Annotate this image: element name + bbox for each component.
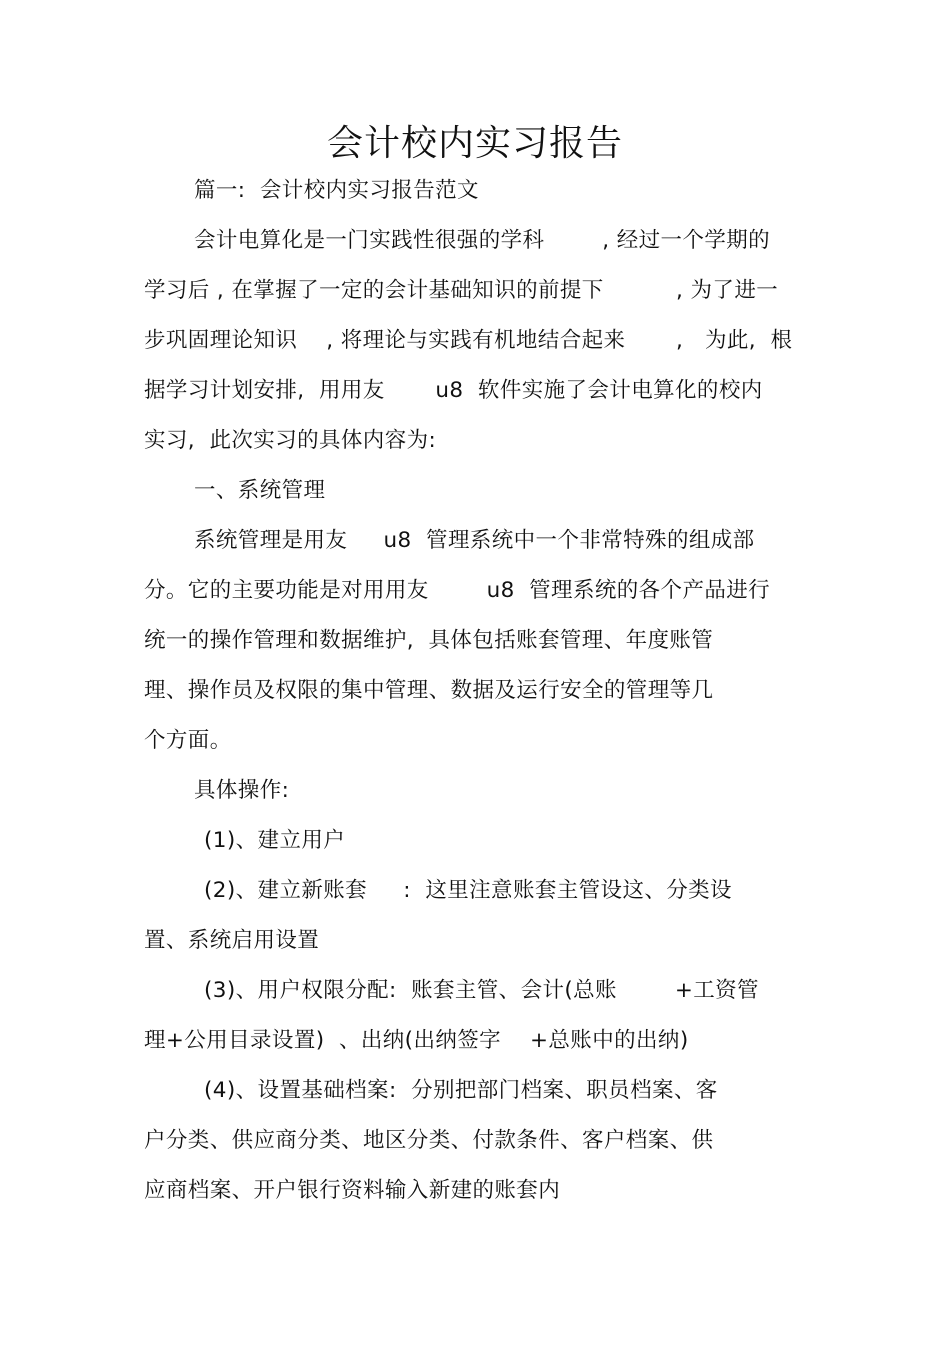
- text-line: 据学习计划安排, 用用友 u8 软件实施了会计电算化的校内: [144, 378, 763, 403]
- text-line: 个方面。: [144, 728, 232, 753]
- text-line: 应商档案、开户银行资料输入新建的账套内: [144, 1178, 561, 1203]
- list-item: (3)、用户权限分配: 账套主管、会计(总账 +工资管: [204, 978, 759, 1003]
- text-line: 统一的操作管理和数据维护, 具体包括账套管理、年度账管: [144, 628, 714, 653]
- text-line: 户分类、供应商分类、地区分类、付款条件、客户档案、供: [144, 1128, 714, 1153]
- text-line: 步巩固理论知识 , 将理论与实践有机地结合起来 , 为此, 根: [144, 328, 793, 353]
- list-item: (1)、建立用户: [204, 828, 346, 853]
- list-item: (4)、设置基础档案: 分别把部门档案、职员档案、客: [204, 1078, 718, 1103]
- text-line: 会计电算化是一门实践性很强的学科 , 经过一个学期的: [194, 228, 771, 253]
- text-line: 学习后 , 在掌握了一定的会计基础知识的前提下 , 为了进一: [144, 278, 779, 303]
- text-line: 具体操作:: [194, 778, 290, 803]
- section-heading: 一、系统管理: [194, 478, 326, 503]
- text-line: 置、系统启用设置: [144, 928, 320, 953]
- text-line: 篇一: 会计校内实习报告范文: [194, 178, 479, 203]
- text-line: 系统管理是用友 u8 管理系统中一个非常特殊的组成部: [194, 528, 755, 553]
- document-title: 会计校内实习报告: [326, 123, 623, 164]
- text-line: 分。它的主要功能是对用用友 u8 管理系统的各个产品进行: [144, 578, 771, 603]
- text-line: 实习, 此次实习的具体内容为:: [144, 428, 437, 453]
- text-line: 理+公用目录设置) 、出纳(出纳签字 +总账中的出纳): [144, 1028, 689, 1053]
- text-line: 理、操作员及权限的集中管理、数据及运行安全的管理等几: [144, 678, 714, 703]
- list-item: (2)、建立新账套 : 这里注意账套主管设这、分类设: [204, 878, 732, 903]
